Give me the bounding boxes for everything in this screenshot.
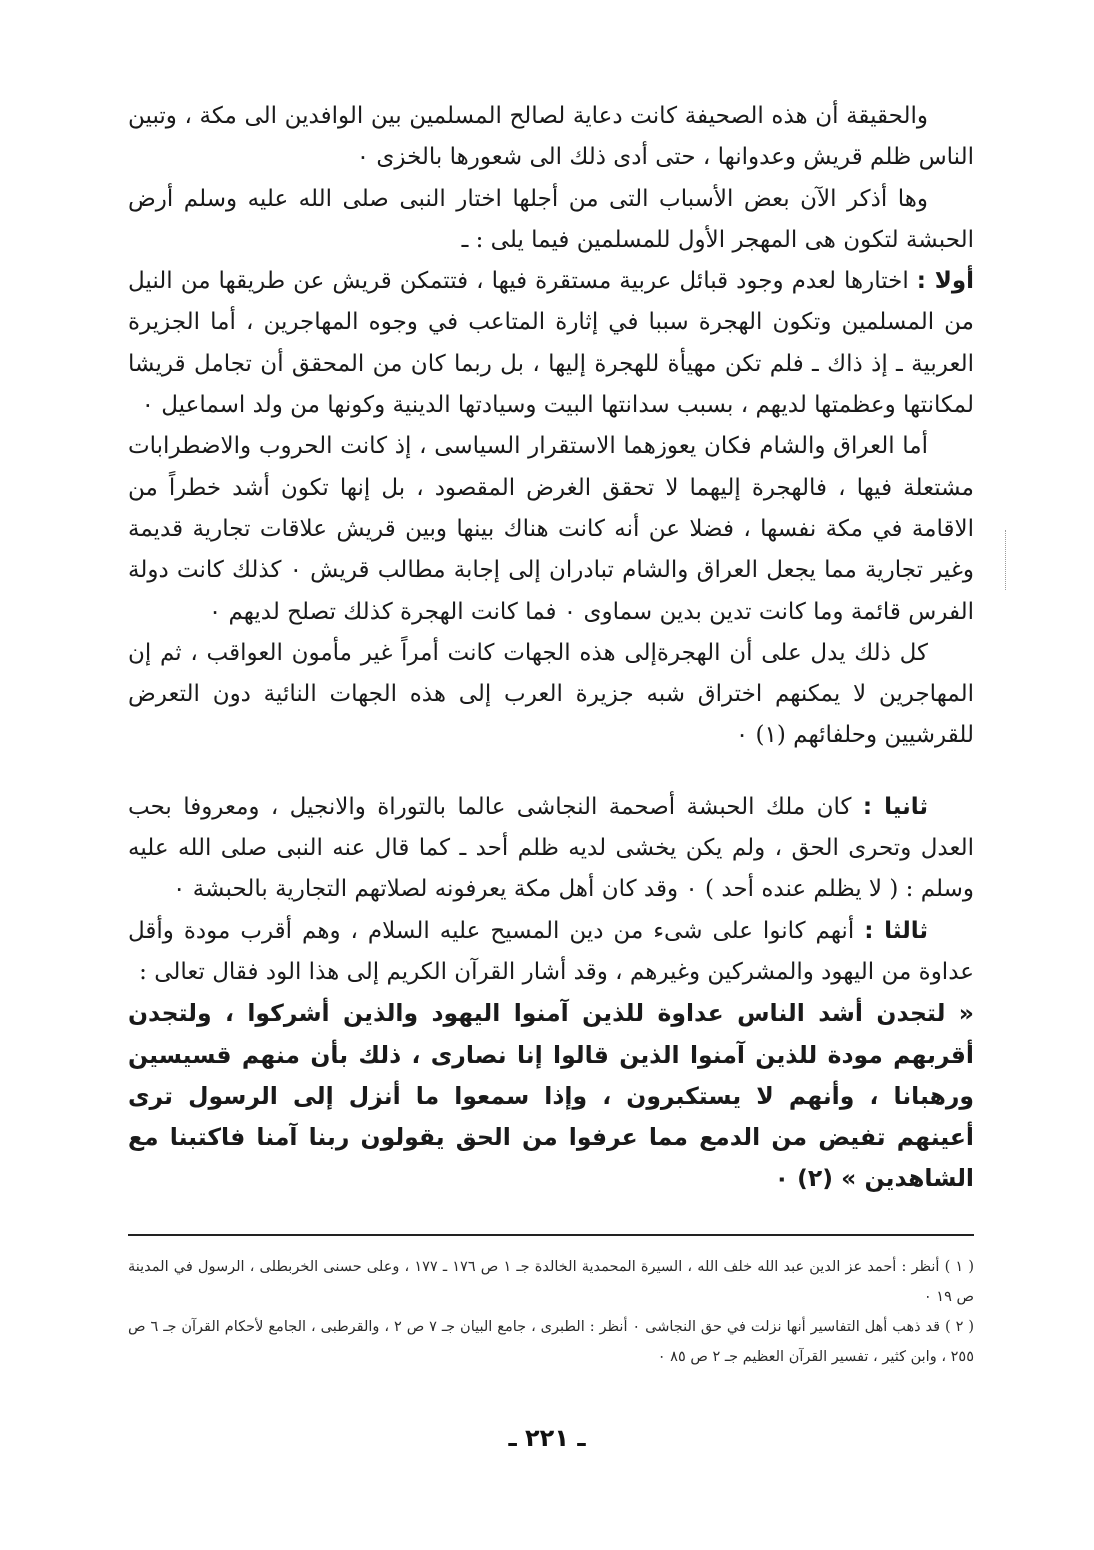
paragraph-intro: [128, 96, 974, 179]
first-reason-text: اختارها لعدم وجود قبائل عربية مستقرة فيها ، فتتمكن قريش عن طريقها من النيل من المسلمين وتكون الهجرة سببا في إثارة المتاعب في وجوه المهاجرين ، أما الجزيرة العربية ـ إذ ذاك ـ فلم تكن مهيأة للهجرة إليها ، بل ربما كان من المحقق أن تجامل قريشا لمكانتها وعظمتها لديهم ، بسبب سدانتها البيت وسيادتها الدينية وكونها من ولد اسماعيل ٠: [128, 268, 974, 419]
main-text: [128, 96, 974, 993]
third-reason-label: ثالثا :: [864, 917, 928, 944]
paragraph-second-reason: [128, 787, 974, 911]
footnote-divider: [128, 1234, 974, 1236]
page-body: [128, 96, 974, 1200]
third-reason-text: أنهم كانوا على شىء من دين المسيح عليه السلام ، وهم أقرب مودة وأقل عداوة من اليهود والمشركين وغيرهم ، وقد أشار القرآن الكريم إلى هذا الود فقال تعالى :: [128, 917, 974, 985]
paragraph-conclusion: [128, 633, 974, 757]
paragraph-conclusion-text: كل ذلك يدل على أن الهجرةإلى هذه الجهات كانت أمراً غير مأمون العواقب ، ثم إن المهاجرين لا يمكنهم اختراق شبه جزيرة العرب إلى هذه الجهات النائية دون التعرض للقرشيين وحلفائهم (١) ٠: [128, 639, 974, 749]
second-reason-label: ثانيا :: [862, 793, 928, 820]
footnotes: [128, 1252, 974, 1372]
paragraph-first-reason: [128, 261, 974, 426]
footnote-1: ( ١ ) أنظر : أحمد عز الدين عبد الله خلف الله ، السيرة المحمدية الخالدة جـ ١ ص ١٧٦ ـ ١٧٧ ، وعلى حسنى الخربطلى ، الرسول في المدينة ص ١٩ ٠: [128, 1259, 975, 1305]
paragraph-reasons-intro-text: وها أذكر الآن بعض الأسباب التى من أجلها اختار النبى صلى الله عليه وسلم أرض الحبشة لتكون هى المهجر الأول للمسلمين فيما يلى : ـ: [128, 185, 974, 253]
first-reason-label: أولا :: [916, 268, 974, 295]
paragraph-third-reason: [128, 911, 974, 994]
footnote-2: ( ٢ ) قد ذهب أهل التفاسير أنها نزلت في حق النجاشى ٠ أنظر : الطبرى ، جامع البيان جـ ٧ ص ٢ ، والقرطبى ، الجامع لأحكام القرآن جـ ٦ ص ٢٥٥ ، وابن كثير ، تفسير القرآن العظيم جـ ٢ ص ٨٥ ٠: [128, 1319, 975, 1365]
paragraph-intro-text: والحقيقة أن هذه الصحيفة كانت دعاية لصالح المسلمين بين الوافدين الى مكة ، وتبين الناس ظلم قريش وعدوانها ، حتى أدى ذلك الى شعورها بالخزى ٠: [128, 103, 974, 171]
quran-quote: « لتجدن أشد الناس عداوة للذين آمنوا اليهود والذين أشركوا ، ولتجدن أقربهم مودة للذين آمنوا الذين قالوا إنا نصارى ، ذلك بأن منهم قسيسين ورهبانا ، وأنهم لا يستكبرون ، وإذا سمعوا ما أنزل إلى الرسول ترى أعينهم تفيض من الدمع مما عرفوا من الحق يقولون ربنا آمنا فاكتبنا مع الشاهدين » (٢) ٠: [128, 999, 974, 1193]
margin-mark: [1005, 530, 1006, 590]
paragraph-iraq-sham: [128, 426, 974, 632]
paragraph-reasons-intro: [128, 179, 974, 262]
paragraph-iraq-sham-text: أما العراق والشام فكان يعوزهما الاستقرار السياسى ، إذ كانت الحروب والاضطرابات مشتعلة فيها ، فالهجرة إليهما لا تحقق الغرض المقصود ، بل إنها تكون أشد خطراً من الاقامة في مكة نفسها ، فضلا عن أنه كانت هناك بينها وبين قريش علاقات تجارية قديمة وغير تجارية مما يجعل العراق والشام تبادران إلى إجابة مطالب قريش ٠ كذلك كانت دولة الفرس قائمة وما كانت تدين بدين سماوى ٠ فما كانت الهجرة كذلك تصلح لديهم ٠: [128, 433, 974, 625]
second-reason-text: كان ملك الحبشة أصحمة النجاشى عالما بالتوراة والانجيل ، ومعروفا بحب العدل وتحرى الحق ، ولم يكن يخشى لديه ظلم أحد ـ كما قال عنه النبى صلى الله عليه وسلم : ( لا يظلم عنده أحد ) ٠ وقد كان أهل مكة يعرفونه لصلاتهم التجارية بالحبشة ٠: [128, 793, 974, 903]
page-number: ـ ٢٢١ ـ: [508, 1424, 586, 1452]
